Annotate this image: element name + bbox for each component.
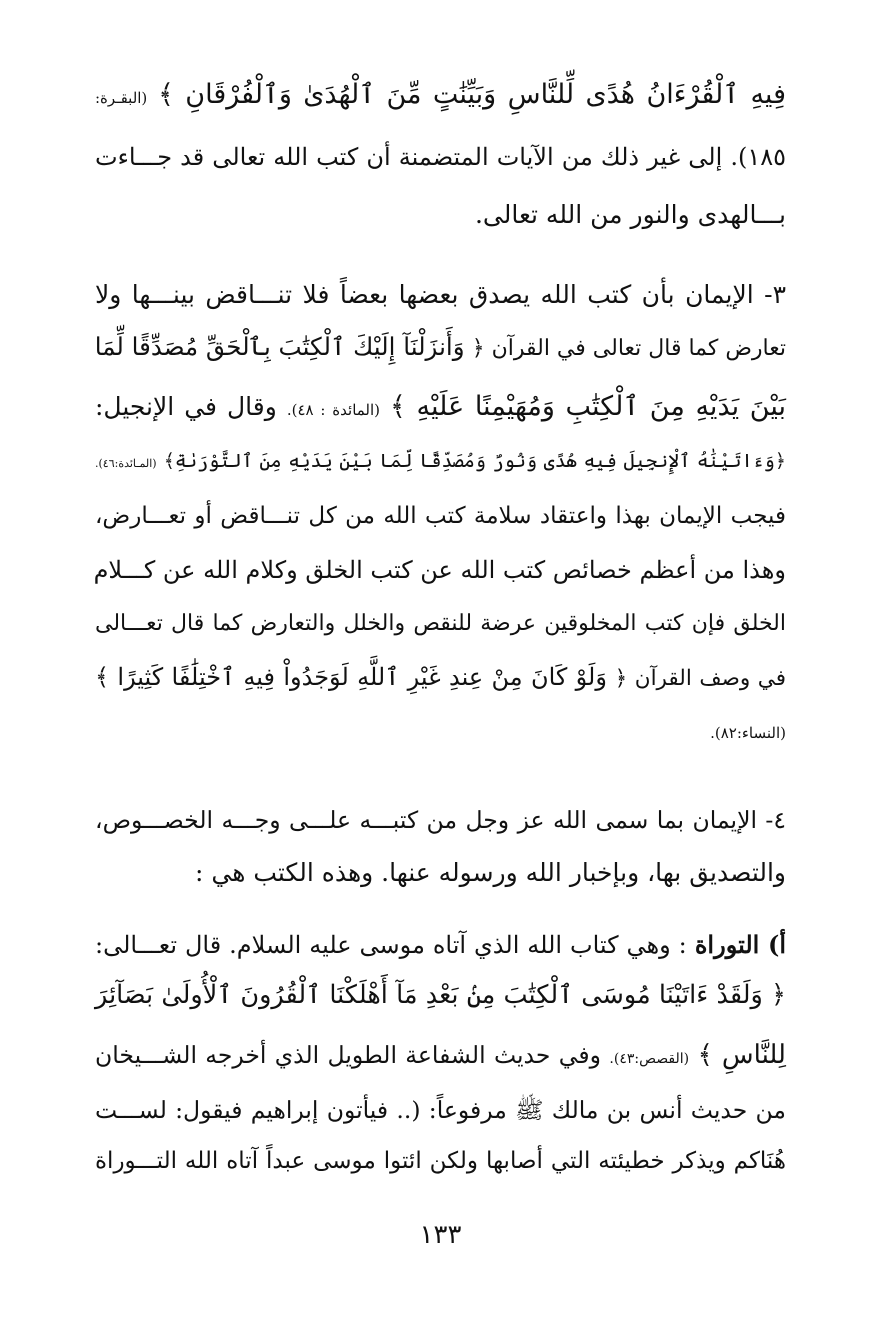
line-7	[95, 435, 786, 489]
verse-reference: (القصص:٤٣).	[609, 1051, 690, 1067]
quran-verse: ﴿ وَلَقَدْ ءَاتَيْنَا مُوسَى ٱلْكِتَٰبَ مِنۢ بَعْدِ مَآ أَهْلَكْنَا ٱلْقُرُونَ ٱلْأُولَىٰ بَصَآئِرَ	[95, 980, 786, 1010]
body-text: في وصف القرآن ﴿	[614, 666, 786, 691]
body-text: ٤- الإيمان بما سمى الله عز وجل من كتبـــه علـــى وجـــه الخصـــوص،	[95, 806, 786, 834]
body-text: ٣- الإيمان بأن كتب الله يصدق بعضها بعضاً فلا تنـــاقض بينـــها ولا	[95, 280, 786, 309]
line-6	[95, 382, 786, 435]
body-text: وقال في الإنجيل:	[95, 392, 277, 421]
body-text: : وهي كتاب الله الذي آتاه موسى عليه السلام. قال تعـــالى:	[95, 931, 687, 959]
line-9	[95, 545, 786, 595]
page-number: ١٣٣	[419, 1220, 462, 1250]
body-text: هُنَاكم ويذكر خطيئته التي أصابها ولكن ائتوا موسى عبداً آتاه الله التـــوراة	[95, 1148, 786, 1174]
body-text: ١٨٥). إلى غير ذلك من الآيات المتضمنة أن كتب الله تعالى قد جـــاءت	[95, 143, 786, 171]
line-8	[95, 490, 786, 541]
body-text: وفي حديث الشفاعة الطويل الذي أخرجه الشـــيخان	[95, 1041, 601, 1069]
quran-verse: لِلنَّاسِ ﴾	[697, 1040, 786, 1070]
line-16	[95, 970, 786, 1020]
line-18	[95, 1085, 786, 1135]
body-text: الخلق فإن كتب المخلوقين عرضة للنقص والخلل والتعارض كما قال تعـــالى	[95, 611, 786, 636]
verse-reference: (المـائدة:٤٦).	[95, 457, 157, 470]
quran-verse: وَلَوْ كَانَ مِنْ عِندِ غَيْرِ ٱللَّهِ لَوَجَدُواْ فِيهِ ٱخْتِلَٰفًا كَثِيرًا ﴾	[95, 663, 607, 691]
line-12	[95, 705, 786, 758]
line-2	[95, 132, 786, 182]
line-3	[95, 190, 786, 240]
line-15	[95, 920, 786, 970]
line-14	[95, 848, 786, 898]
line-4	[95, 270, 786, 320]
quran-verse: وَأَنزَلْنَآ إِلَيْكَ ٱلْكِتَٰبَ بِٱلْحَقِّ مُصَدِّقًا لِّمَا	[94, 332, 465, 361]
verse-reference: (البقـرة:	[95, 89, 148, 107]
body-text: فيجب الإيمان بهذا واعتقاد سلامة كتب الله من كل تنـــاقض أو تعـــارض،	[95, 503, 786, 529]
line-11	[95, 652, 786, 704]
line-13	[95, 795, 786, 845]
body-text: من حديث أنس بن مالك ﷺ مرفوعاً: (.. فيأتون إبراهيم فيقول: لســـت	[95, 1096, 786, 1124]
verse-reference: (المائدة : ٤٨).	[286, 401, 381, 419]
quran-verse: ﴿وَءَاتَيْنَٰهُ ٱلْإِنجِيلَ فِيهِ هُدًى وَنُورٌ وَمُصَدِّقًا لِّمَا بَيْنَ يَدَيْهِ مِنَ ٱلتَّوْرَىٰةِ﴾	[163, 450, 786, 472]
line-5	[95, 322, 786, 374]
body-text: وهذا من أعظم خصائص كتب الله عن كتب الخلق وكلام الله عن كـــلام	[93, 556, 786, 584]
quran-verse: فِيهِ ٱلْقُرْءَانُ هُدًى لِّلنَّاسِ وَبَيِّنَٰتٍ مِّنَ ٱلْهُدَىٰ وَٱلْفُرْقَانِ ﴾	[158, 79, 786, 110]
line-19	[95, 1135, 786, 1186]
body-text: والتصديق بها، وبإخبار الله ورسوله عنها. وهذه الكتب هي :	[194, 858, 786, 887]
body-text: بـــالهدى والنور من الله تعالى.	[474, 200, 786, 229]
verse-reference: (النساء:٨٢).	[710, 724, 786, 742]
quran-verse: بَيْنَ يَدَيْهِ مِنَ ٱلْكِتَٰبِ وَمُهَيْمِنًا عَلَيْهِ ﴾	[390, 391, 786, 422]
line-10	[95, 598, 786, 649]
line-1	[95, 70, 786, 123]
body-text: تعارض كما قال تعالى في القرآن ﴿	[471, 336, 786, 361]
section-heading: أ) التوراة	[694, 930, 786, 959]
line-17	[95, 1030, 786, 1084]
